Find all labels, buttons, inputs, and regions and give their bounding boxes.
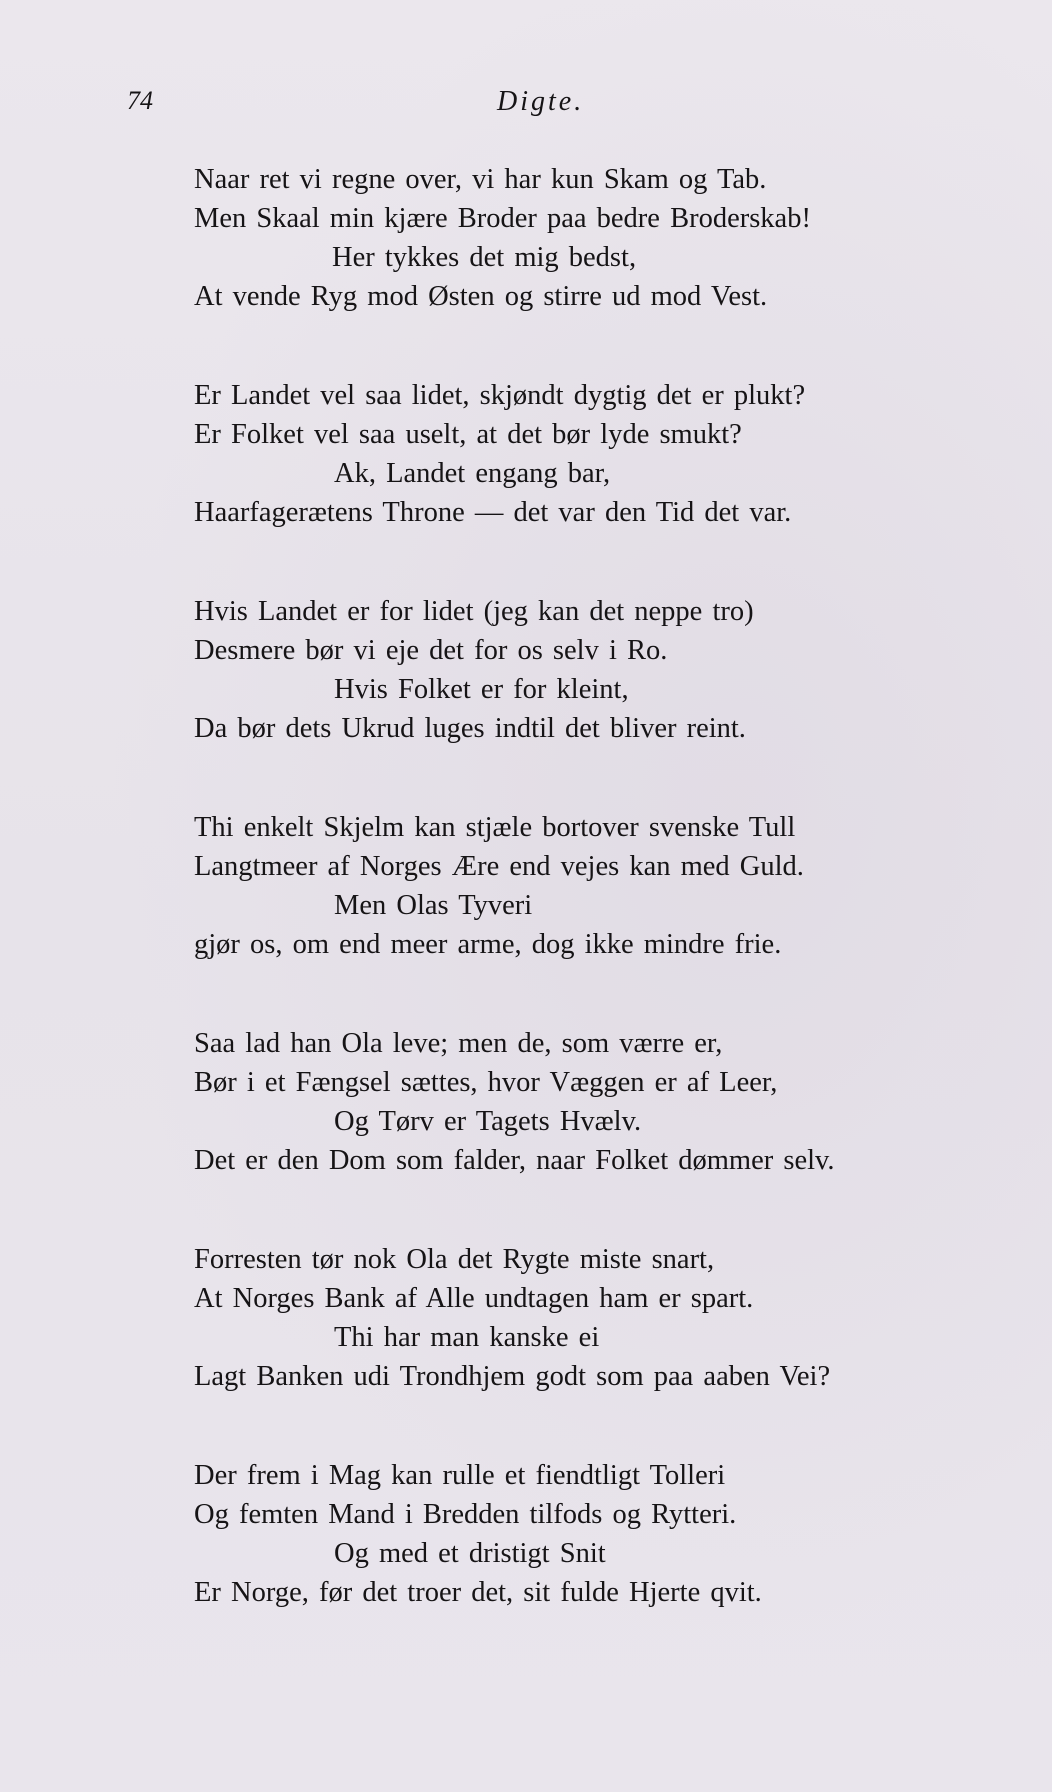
verse-line: Haarfagerætens Throne — det var den Tid det var.: [194, 497, 792, 528]
verse-line: Da bør dets Ukrud luges indtil det bliver reint.: [194, 713, 746, 744]
verse-line: At vende Ryg mod Østen og stirre ud mod Vest.: [194, 281, 768, 312]
verse-line-indented: Ak, Landet engang bar,: [334, 458, 611, 489]
verse-line-indented: Og Tørv er Tagets Hvælv.: [334, 1106, 642, 1137]
stanza: [194, 1456, 994, 1612]
verse-line-indented: Og med et dristigt Snit: [334, 1538, 606, 1569]
verse-line: Er Folket vel saa uselt, at det bør lyde smukt?: [194, 419, 742, 450]
verse-line: Forresten tør nok Ola det Rygte miste snart,: [194, 1244, 715, 1275]
verse-line: At Norges Bank af Alle undtagen ham er spart.: [194, 1283, 754, 1314]
stanza: [194, 1240, 994, 1396]
verse-line: Og femten Mand i Bredden tilfods og Rytteri.: [194, 1499, 737, 1530]
verse-line: Er Norge, før det troer det, sit fulde Hjerte qvit.: [194, 1577, 762, 1608]
stanza: [194, 592, 994, 748]
verse-line: Desmere bør vi eje det for os selv i Ro.: [194, 635, 668, 666]
stanza: [194, 808, 994, 964]
poem: [194, 160, 994, 1672]
verse-line: Hvis Landet er for lidet (jeg kan det neppe tro): [194, 596, 754, 627]
stanza: [194, 1024, 994, 1180]
verse-line: Bør i et Fængsel sættes, hvor Væggen er af Leer,: [194, 1067, 778, 1098]
stanza: [194, 376, 994, 532]
verse-line: Lagt Banken udi Trondhjem godt som paa aaben Vei?: [194, 1361, 831, 1392]
verse-line-indented: Thi har man kanske ei: [334, 1322, 600, 1353]
running-title: Digte.: [497, 86, 585, 117]
verse-line-indented: Hvis Folket er for kleint,: [334, 674, 629, 705]
verse-line: Det er den Dom som falder, naar Folket dømmer selv.: [194, 1145, 835, 1176]
verse-line-indented: Her tykkes det mig bedst,: [332, 242, 637, 273]
page-number: 74: [127, 86, 153, 115]
stanza: [194, 160, 994, 316]
verse-line: Er Landet vel saa lidet, skjøndt dygtig det er plukt?: [194, 380, 806, 411]
verse-line: Saa lad han Ola leve; men de, som værre er,: [194, 1028, 723, 1059]
verse-line: Men Skaal min kjære Broder paa bedre Broderskab!: [194, 203, 811, 234]
verse-line: Der frem i Mag kan rulle et fiendtligt Tolleri: [194, 1460, 726, 1491]
verse-line: Naar ret vi regne over, vi har kun Skam og Tab.: [194, 164, 767, 195]
verse-line: gjør os, om end meer arme, dog ikke mindre frie.: [194, 929, 782, 960]
verse-line: Thi enkelt Skjelm kan stjæle bortover svenske Tull: [194, 812, 796, 843]
verse-line: Langtmeer af Norges Ære end vejes kan med Guld.: [194, 851, 804, 882]
verse-line-indented: Men Olas Tyveri: [334, 890, 533, 921]
